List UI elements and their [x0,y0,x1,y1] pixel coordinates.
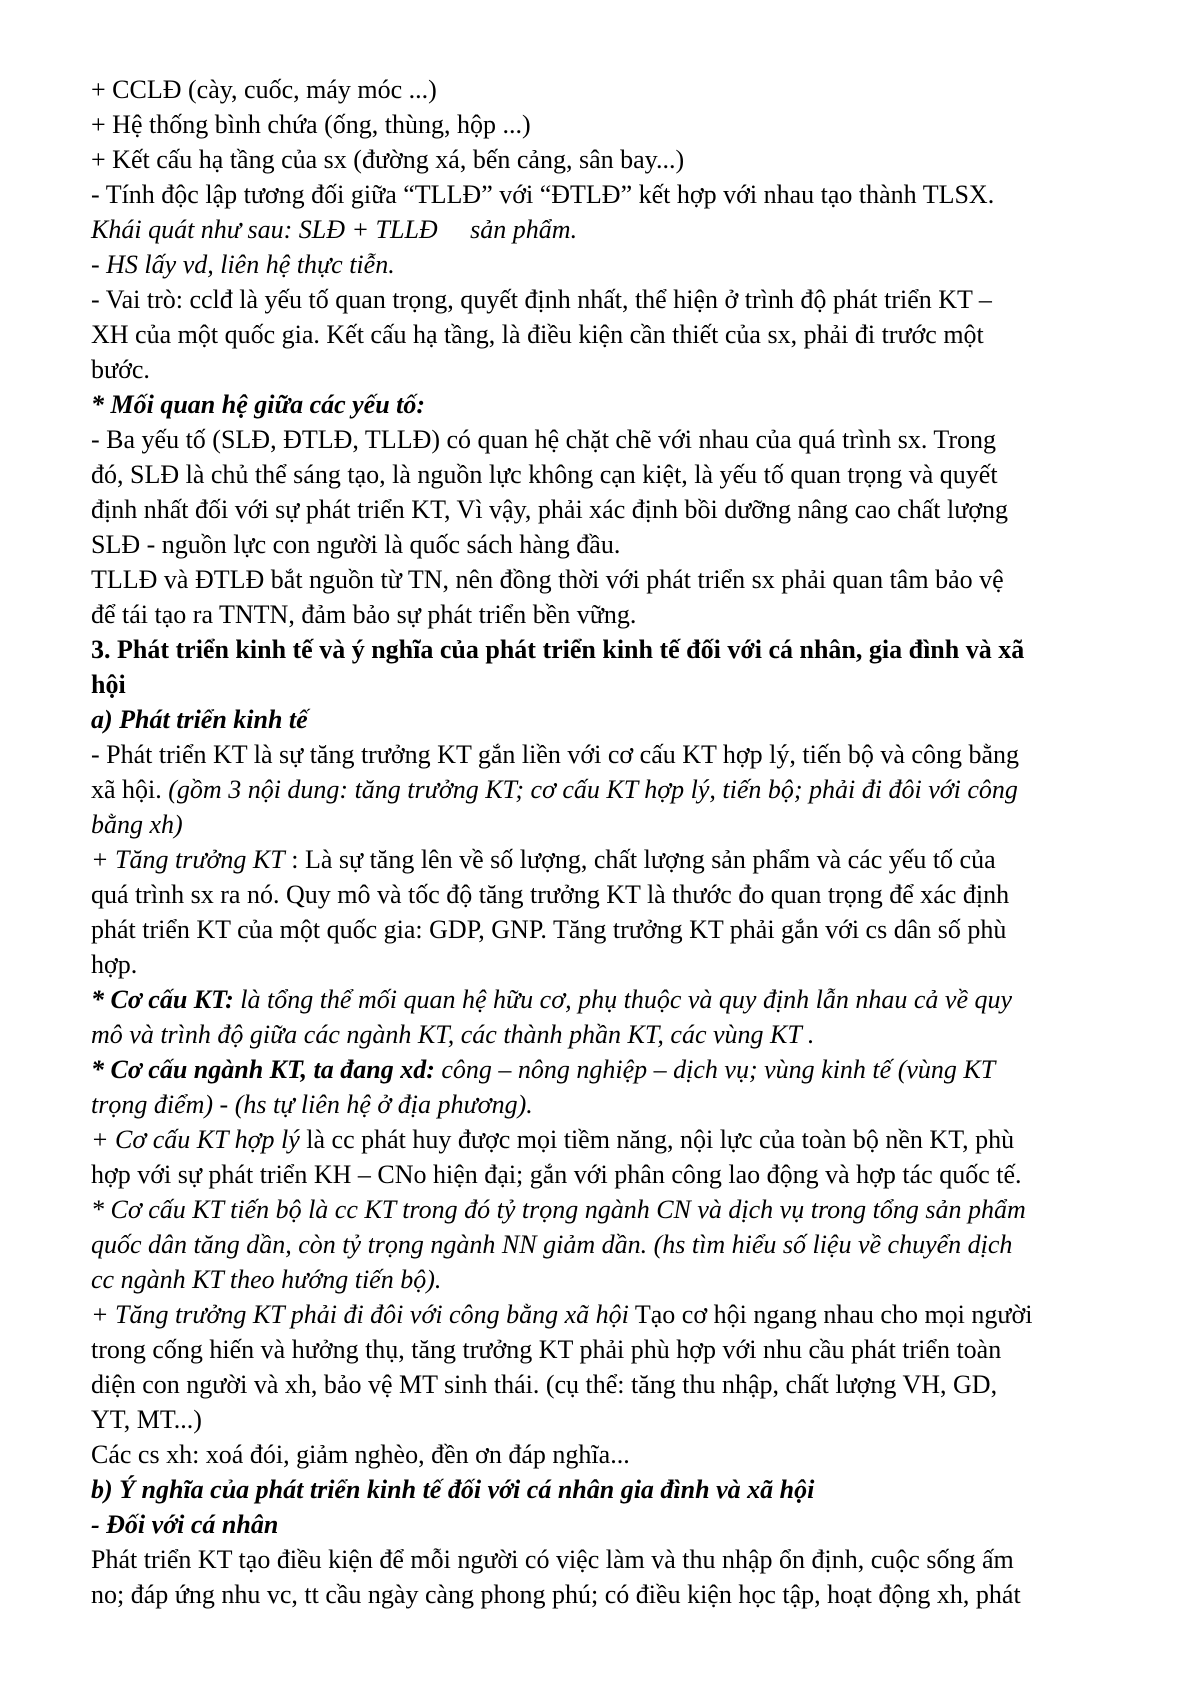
text-span: xã hội. [91,775,169,804]
text-line: - Vai trò: cclđ là yếu tố quan trọng, quyết định nhất, thể hiện ở trình độ phát triển KT – [91,285,992,314]
text-line: phát triển KT của một quốc gia: GDP, GNP. Tăng trưởng KT phải gắn với cs dân số phù [91,915,1007,944]
subsection-heading: a) Phát triển kinh tế [91,705,308,734]
text-line: SLĐ - nguồn lực con người là quốc sách hàng đầu. [91,530,621,559]
text-line: trọng điểm) - (hs tự liên hệ ở địa phương). [91,1090,533,1119]
text-span: * Cơ cấu KT: [91,985,234,1014]
text-line: quá trình sx ra nó. Quy mô và tốc độ tăng trưởng KT là thước đo quan trọng để xác định [91,880,1010,909]
text-span: + Tăng trưởng KT [91,845,285,874]
text-line: + Kết cấu hạ tầng của sx (đường xá, bến cảng, sân bay...) [91,145,685,174]
text-line [91,1052,995,1087]
text-line: Phát triển KT tạo điều kiện để mỗi người có việc làm và thu nhập ổn định, cuộc sống ấm [91,1545,1014,1574]
text-span: công – nông nghiệp – dịch vụ; vùng kinh tế (vùng KT [434,1055,996,1084]
text-line: Các cs xh: xoá đói, giảm nghèo, đền ơn đáp nghĩa... [91,1440,630,1469]
text-line: TLLĐ và ĐTLĐ bắt nguồn từ TN, nên đồng thời với phát triển sx phải quan tâm bảo vệ [91,565,1004,594]
text-line: + Hệ thống bình chứa (ống, thùng, hộp ...) [91,110,531,139]
section-title: 3. Phát triển kinh tế và ý nghĩa của phát triển kinh tế đối với cá nhân, gia đình và xã [91,635,1025,664]
text-span: (gồm 3 nội dung: tăng trưởng KT; cơ cấu KT hợp lý, tiến bộ; phải đi đôi với công [168,775,1018,804]
text-line: YT, MT...) [91,1405,202,1434]
text-line [91,842,996,877]
text-line: Khái quát như sau: SLĐ + TLLĐ sản phẩm. [91,215,578,244]
text-span: : Là sự tăng lên về số lượng, chất lượng sản phẩm và các yếu tố của [284,845,996,874]
text-line: - Tính độc lập tương đối giữa “TLLĐ” với “ĐTLĐ” kết hợp với nhau tạo thành TLSX. [91,180,995,209]
text-line: + CCLĐ (cày, cuốc, máy móc ...) [91,75,437,104]
subsection-heading: - Đối với cá nhân [91,1510,279,1539]
text-line [91,1297,1032,1332]
text-line: bằng xh) [91,810,183,839]
text-line: no; đáp ứng nhu vc, tt cầu ngày càng phong phú; có điều kiện học tập, hoạt động xh, phát [91,1580,1021,1609]
text-line: hợp với sự phát triển KH – CNo hiện đại; gắn với phân công lao động và hợp tác quốc tế. [91,1160,1022,1189]
text-line: diện con người và xh, bảo vệ MT sinh thái. (cụ thể: tăng thu nhập, chất lượng VH, GD, [91,1370,998,1399]
text-line [91,772,1018,807]
text-line: đó, SLĐ là chủ thể sáng tạo, là nguồn lực không cạn kiệt, là yếu tố quan trọng và quyết [91,460,998,489]
text-line [91,982,1012,1017]
text-line: hợp. [91,950,138,979]
text-line: - Phát triển KT là sự tăng trưởng KT gắn liền với cơ cấu KT hợp lý, tiến bộ và công bằng [91,740,1020,769]
text-line: định nhất đối với sự phát triển KT, Vì vậy, phải xác định bồi dưỡng nâng cao chất lượng [91,495,1009,524]
text-line: XH của một quốc gia. Kết cấu hạ tầng, là điều kiện cần thiết của sx, phải đi trước một [91,320,984,349]
text-line: * Cơ cấu KT tiến bộ là cc KT trong đó tỷ trọng ngành CN và dịch vụ trong tổng sản phẩm [91,1195,1026,1224]
text-span: * Cơ cấu ngành KT, ta đang xd: [91,1055,435,1084]
text-line [91,1122,1014,1157]
text-line: để tái tạo ra TNTN, đảm bảo sự phát triển bền vững. [91,600,637,629]
subsection-heading: b) Ý nghĩa của phát triển kinh tế đối với cá nhân gia đình và xã hội [91,1475,815,1504]
section-title: hội [91,670,126,699]
text-span: + Tăng trưởng KT phải đi đôi với công bằng xã hội [91,1300,629,1329]
text-line: trong cống hiến và hưởng thụ, tăng trưởng KT phải phù hợp với nhu cầu phát triển toàn [91,1335,1002,1364]
text-span: là tổng thể mối quan hệ hữu cơ, phụ thuộc và quy định lẫn nhau cả về quy [233,985,1013,1014]
text-line: bước. [91,355,150,384]
text-line: - Ba yếu tố (SLĐ, ĐTLĐ, TLLĐ) có quan hệ chặt chẽ với nhau của quá trình sx. Trong [91,425,997,454]
section-heading: * Mối quan hệ giữa các yếu tố: [91,390,426,419]
text-span: Tạo cơ hội ngang nhau cho mọi người [628,1300,1033,1329]
text-line: mô và trình độ giữa các ngành KT, các thành phần KT, các vùng KT . [91,1020,815,1049]
text-line: - HS lấy vd, liên hệ thực tiễn. [91,250,395,279]
text-span: + Cơ cấu KT hợp lý [91,1125,300,1154]
text-line: quốc dân tăng dần, còn tỷ trọng ngành NN giảm dần. (hs tìm hiểu số liệu về chuyển dịch [91,1230,1013,1259]
text-span: là cc phát huy được mọi tiềm năng, nội lực của toàn bộ nền KT, phù [299,1125,1015,1154]
text-line: cc ngành KT theo hướng tiến bộ). [91,1265,442,1294]
